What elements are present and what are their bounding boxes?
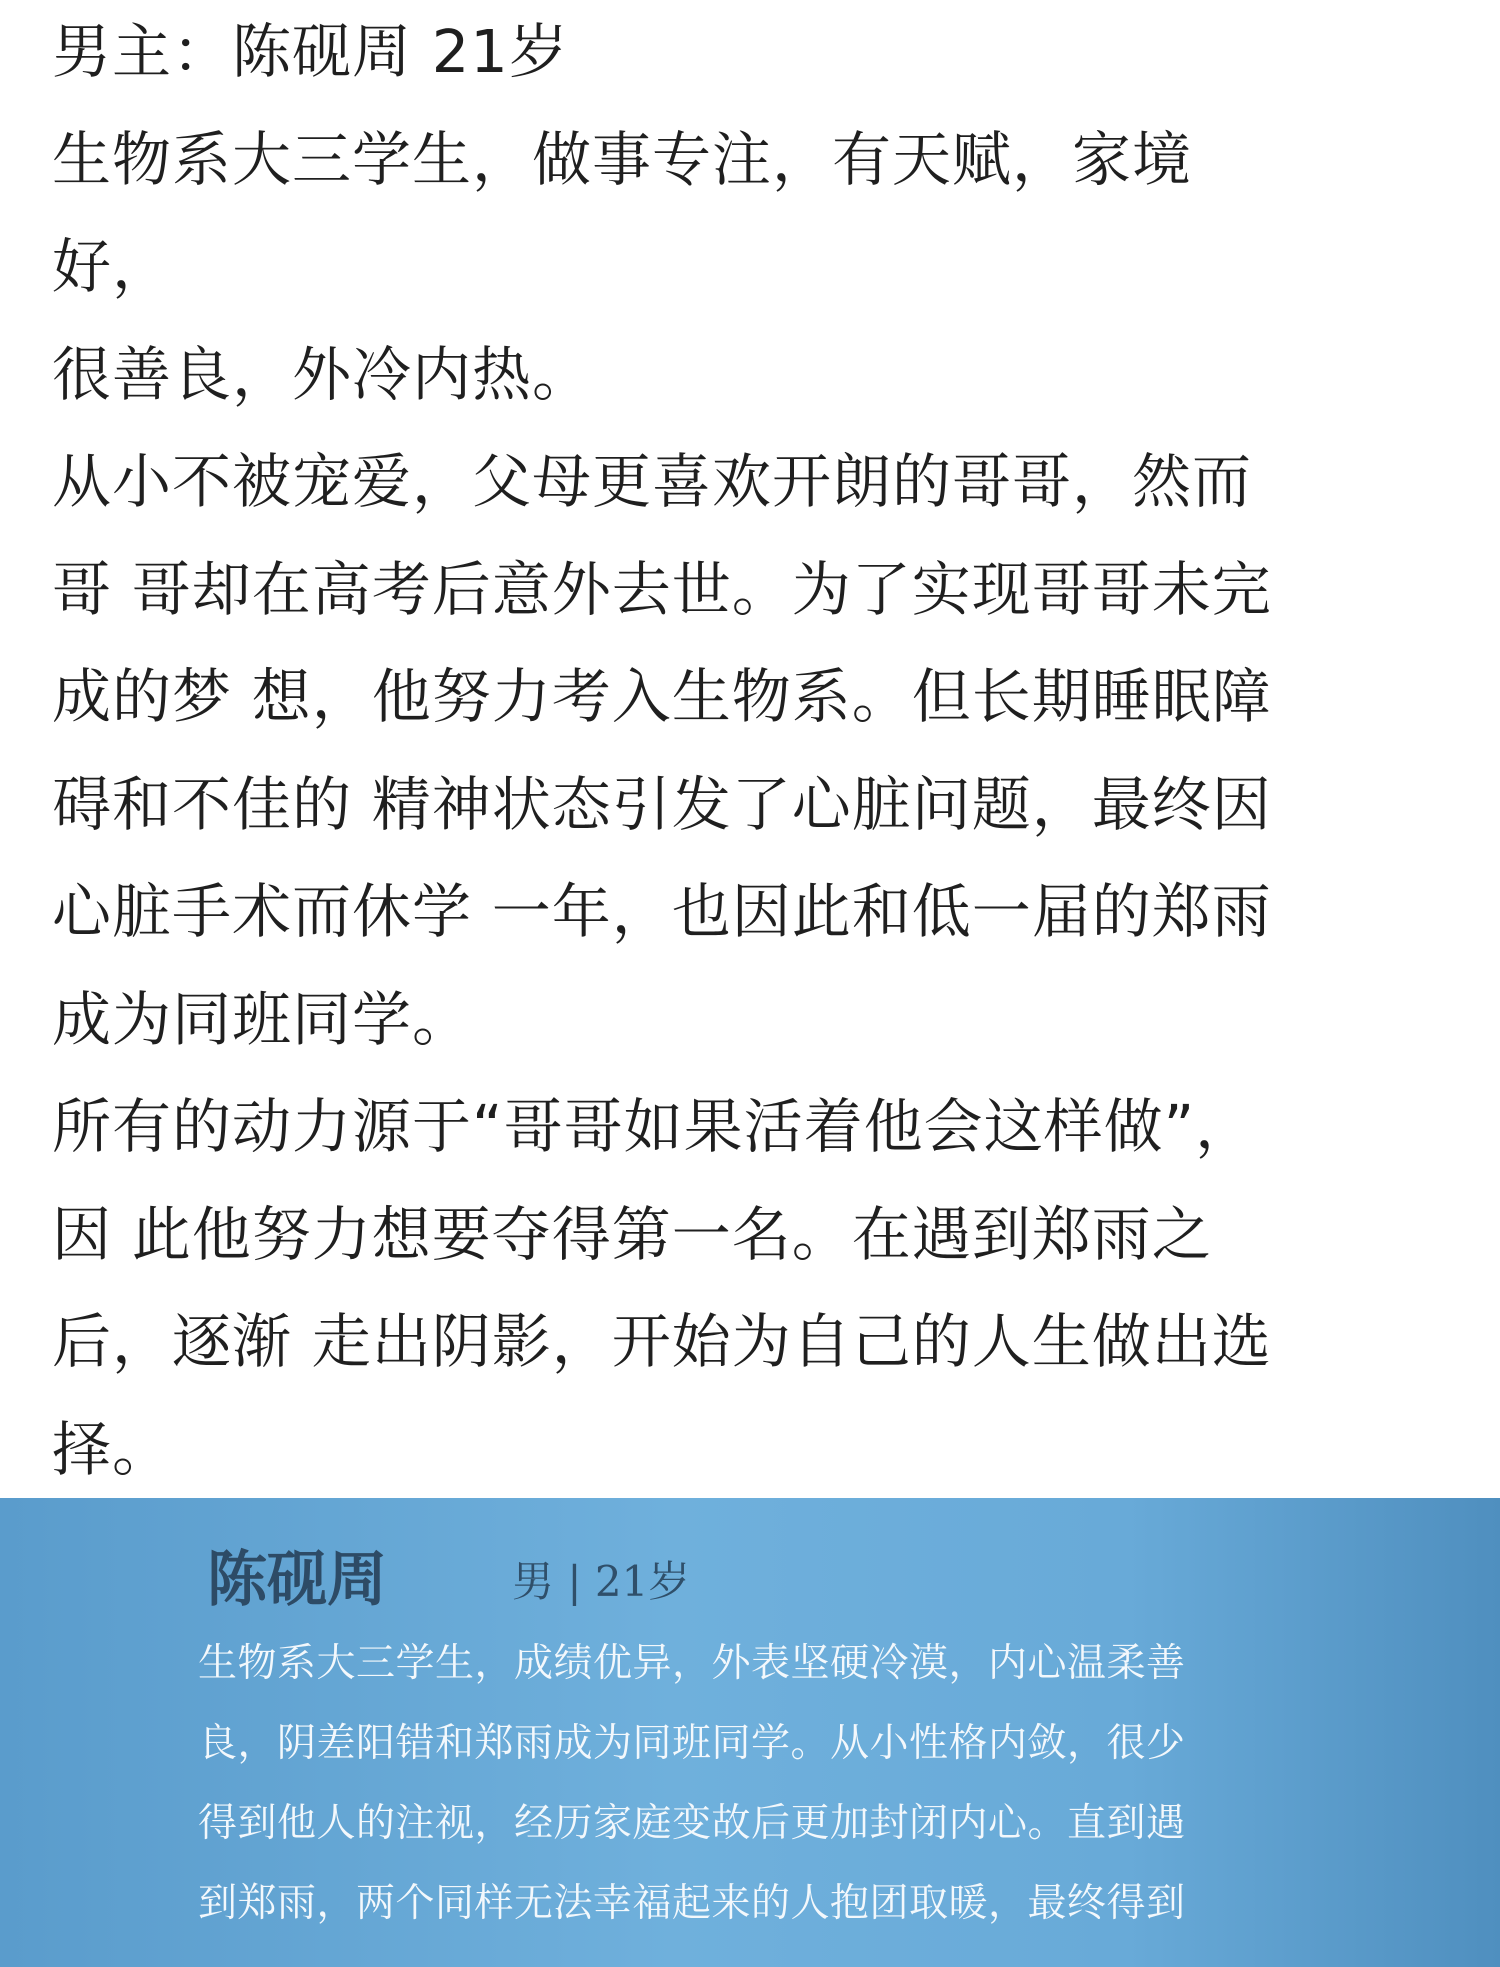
description-line: 心脏手术而休学 一年，也因此和低一届的郑雨 — [52, 877, 1272, 946]
profile-meta: 男 | 21岁 — [512, 1557, 691, 1606]
profile-text-line: 得到他人的注视，经历家庭变故后更加封闭内心。直到遇 — [198, 1801, 1186, 1846]
description-line: 择。 — [52, 1415, 173, 1484]
description-line: 后，逐渐 走出阴影，开始为自己的人生做出选 — [52, 1307, 1272, 1376]
description-line: 成为同班同学。 — [52, 985, 473, 1054]
character-description — [52, 0, 1452, 1500]
description-line: 成的梦 想，他努力考入生物系。但长期睡眠障 — [52, 662, 1272, 731]
description-line: 男主：陈砚周 21岁 — [52, 17, 569, 86]
description-line: 哥 哥却在高考后意外去世。为了实现哥哥未完 — [52, 555, 1272, 624]
description-line: 因 此他努力想要夺得第一名。在遇到郑雨之 — [52, 1200, 1212, 1269]
description-line: 好， — [52, 232, 173, 301]
character-profile-card — [0, 1498, 1500, 1967]
profile-text-line: 到郑雨，两个同样无法幸福起来的人抱团取暖，最终得到 — [198, 1881, 1186, 1926]
description-line: 从小不被宠爱，父母更喜欢开朗的哥哥，然而 — [52, 447, 1253, 516]
description-line: 所有的动力源于“哥哥如果活着他会这样做”， — [52, 1092, 1256, 1161]
description-line: 生物系大三学生，做事专注，有天赋，家境 — [52, 125, 1193, 194]
profile-name: 陈砚周 — [207, 1545, 387, 1615]
profile-text-line: 生物系大三学生，成绩优异，外表坚硬冷漠，内心温柔善 — [198, 1641, 1186, 1686]
description-line: 碍和不佳的 精神状态引发了心脏问题，最终因 — [52, 770, 1272, 839]
profile-text-line: 良，阴差阳错和郑雨成为同班同学。从小性格内敛，很少 — [198, 1721, 1186, 1766]
description-line: 很善良，外冷内热。 — [52, 340, 593, 409]
